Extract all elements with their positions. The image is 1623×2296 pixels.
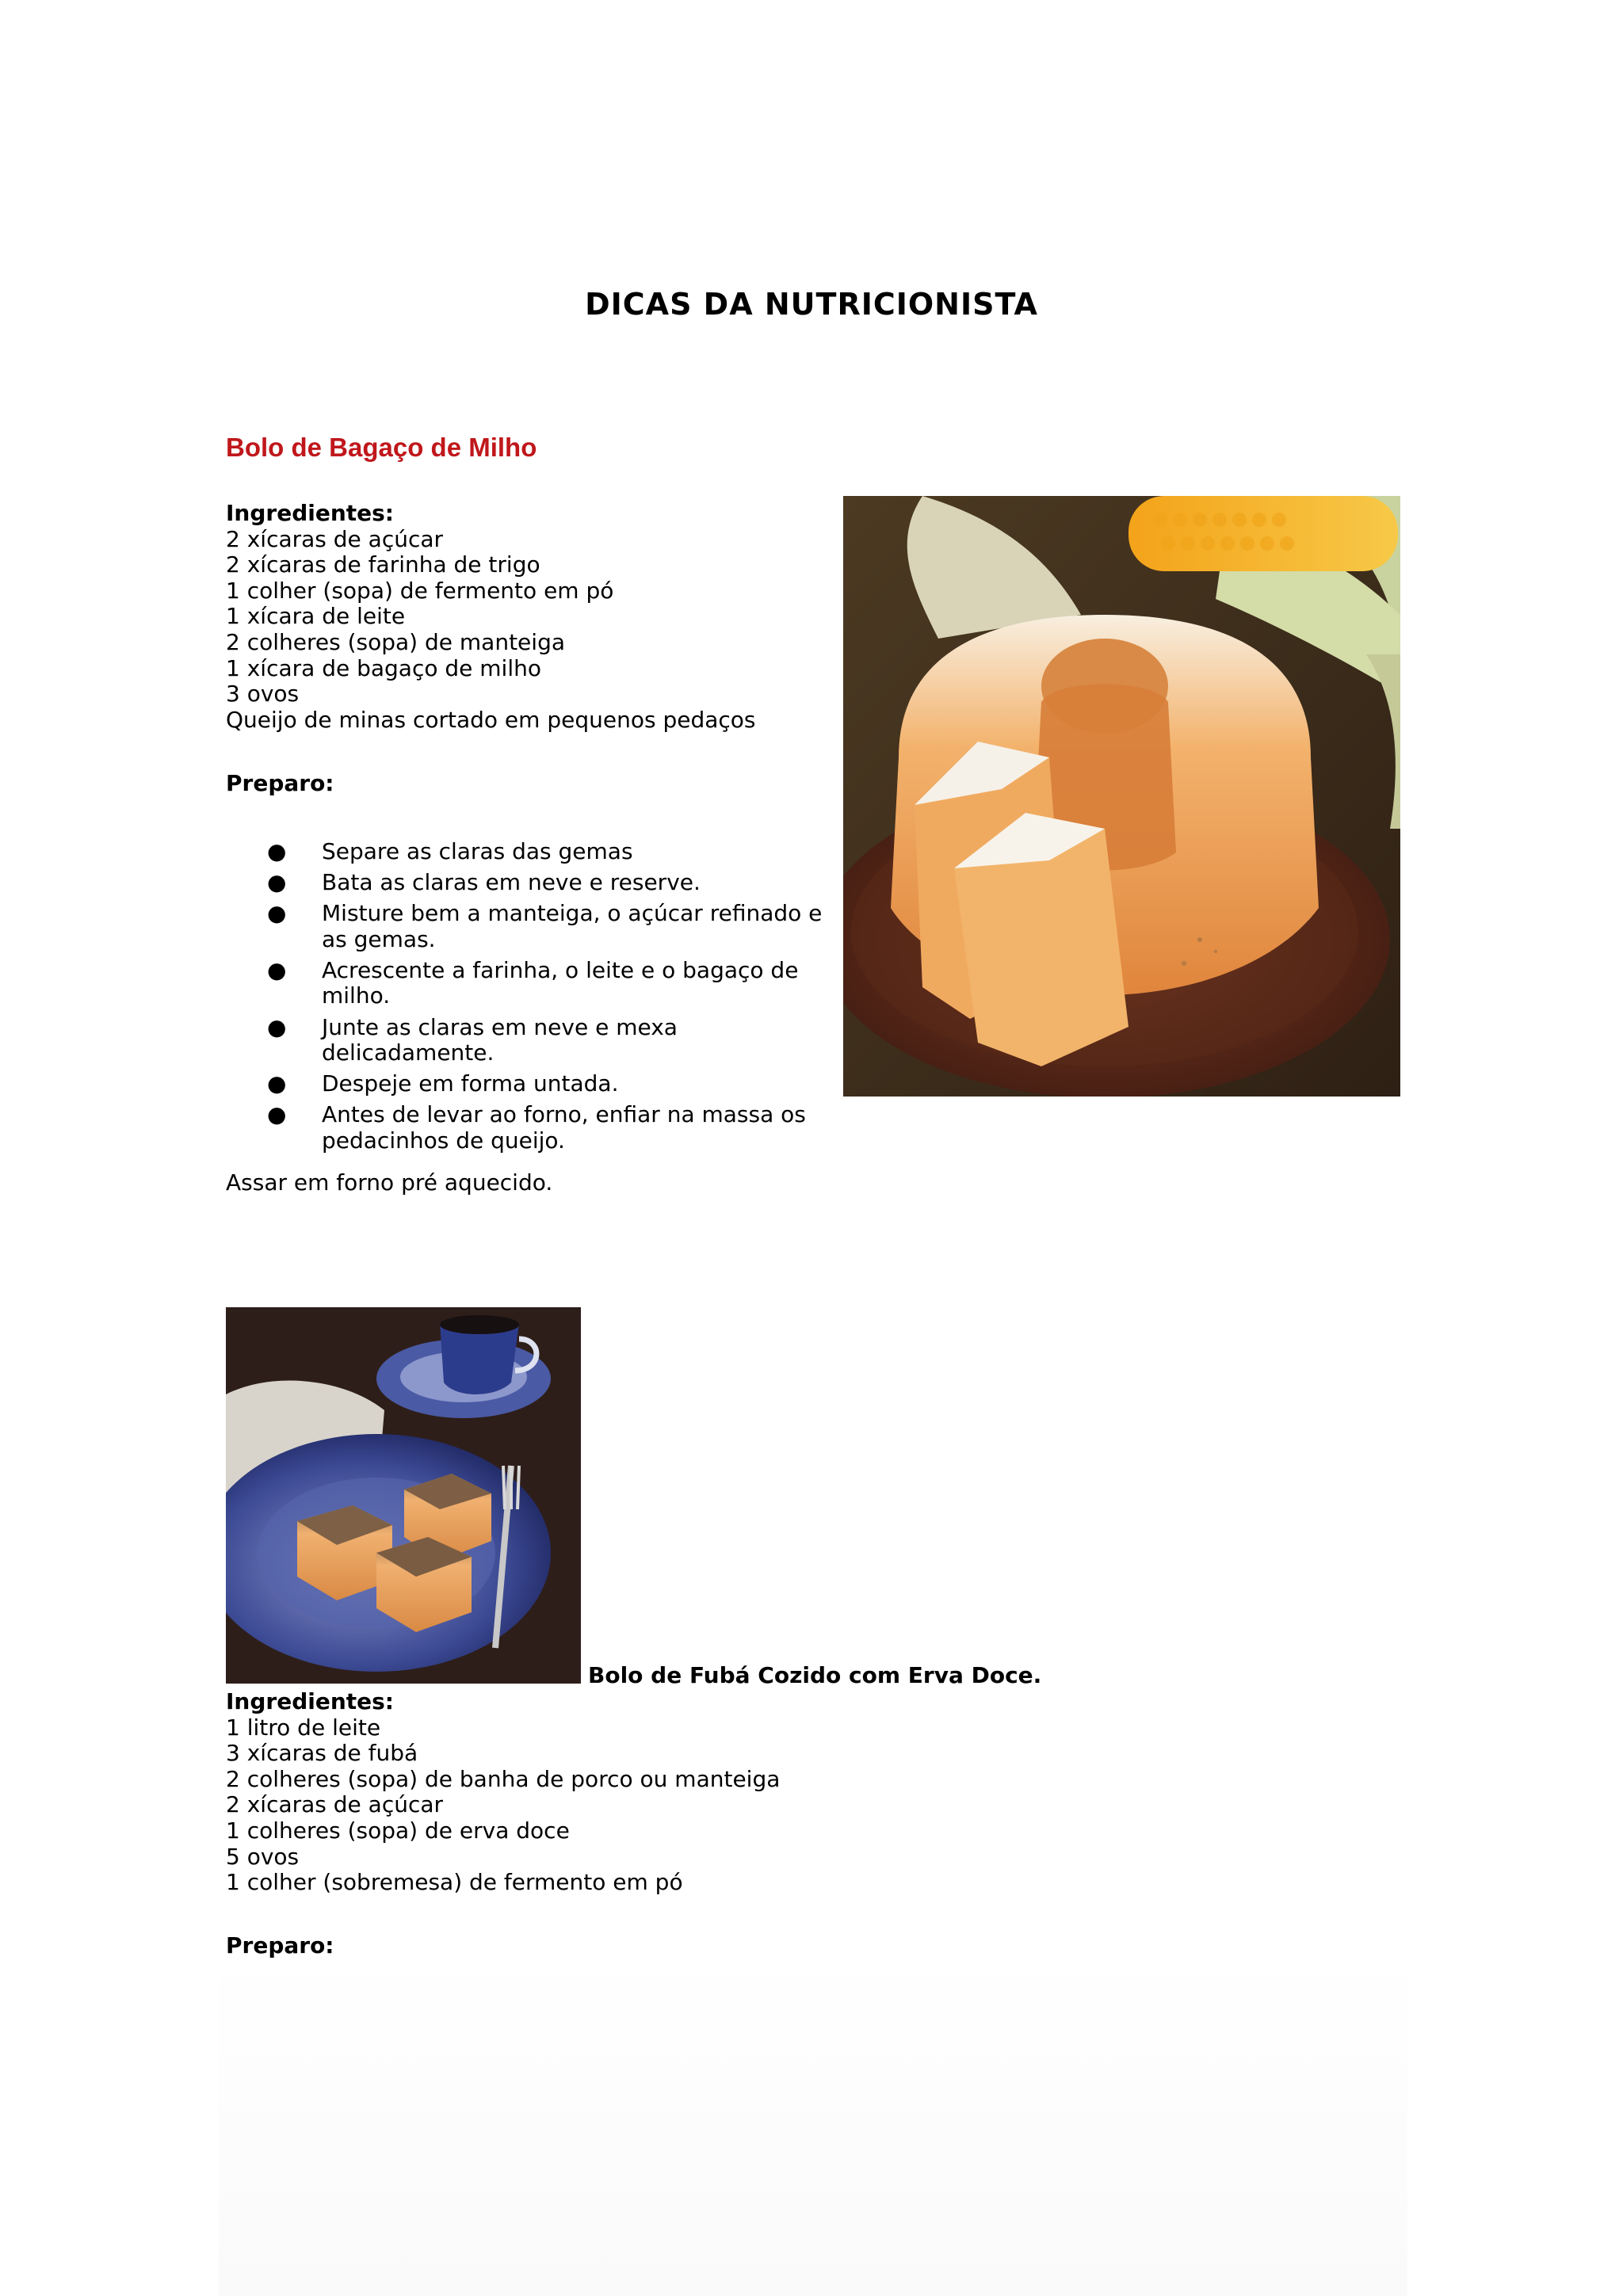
ingredient-item: 1 xícara de bagaço de milho	[226, 654, 541, 681]
ingredient-item: 5 ovos	[226, 1843, 300, 1870]
step-item: ● Despeje em forma untada.	[267, 1070, 619, 1097]
ingredient-item: 1 xícara de leite	[226, 603, 406, 630]
bullet-icon: ●	[267, 1013, 287, 1040]
ingredient-item: 2 xícaras de farinha de trigo	[226, 551, 540, 578]
ingredient-item: 1 litro de leite	[226, 1714, 381, 1741]
ingredient-item: Queijo de minas cortado em pequenos pedaços	[226, 706, 756, 733]
ingredient-item: 3 ovos	[226, 681, 300, 707]
ingredient-item: 2 colheres (sopa) de manteiga	[226, 628, 565, 655]
bullet-icon: ●	[267, 838, 287, 864]
ingredients-label: Ingredientes:	[226, 1688, 394, 1714]
recipe-2-ingredients	[226, 1689, 780, 1896]
cornmeal-cake-photo	[226, 1307, 581, 1684]
ingredient-item: 1 colher (sopa) de fermento em pó	[226, 577, 614, 604]
ingredients-label: Ingredientes:	[226, 500, 394, 526]
preparation-label: Preparo:	[226, 770, 334, 796]
step-item: ● Misture bem a manteiga, o açúcar refinado e as gemas.	[267, 900, 823, 952]
bullet-icon: ●	[267, 869, 287, 896]
ingredient-item: 3 xícaras de fubá	[226, 1740, 418, 1767]
bullet-icon: ●	[267, 1070, 287, 1097]
ingredient-item: 1 colher (sobremesa) de fermento em pó	[226, 1869, 683, 1896]
step-item: ● Junte as claras em neve e mexa delicadamente.	[267, 1013, 678, 1066]
step-item: ● Bata as claras em neve e reserve.	[267, 869, 701, 896]
ingredient-item: 2 colheres (sopa) de banha de porco ou manteiga	[226, 1765, 781, 1792]
ingredient-item: 1 colheres (sopa) de erva doce	[226, 1817, 570, 1844]
ingredient-item: 2 xícaras de açúcar	[226, 1791, 444, 1818]
step-item: ● Antes de levar ao forno, enfiar na massa os pedacinhos de queijo.	[267, 1101, 806, 1154]
ingredient-item: 2 xícaras de açúcar	[226, 525, 444, 552]
page-title: DICAS DA NUTRICIONISTA	[585, 287, 1038, 322]
bullet-icon: ●	[267, 900, 287, 927]
step-item: ● Acrescente a farinha, o leite e o bagaço de milho.	[267, 956, 799, 1009]
page-shade	[219, 1949, 1407, 2296]
bullet-icon: ●	[267, 956, 287, 983]
corn-cake-photo	[843, 496, 1400, 1097]
recipe-1-title: Bolo de Bagaço de Milho	[226, 433, 537, 462]
recipe-2-title: Bolo de Fubá Cozido com Erva Doce.	[588, 1662, 1042, 1688]
preparation-label: Preparo:	[226, 1932, 334, 1958]
recipe-1-steps	[226, 839, 844, 1159]
bullet-icon: ●	[267, 1101, 287, 1128]
step-item: ● Separe as claras das gemas	[267, 838, 633, 864]
recipe-1-ingredients	[226, 501, 756, 733]
recipe-1-note: Assar em forno pré aquecido.	[226, 1169, 553, 1196]
